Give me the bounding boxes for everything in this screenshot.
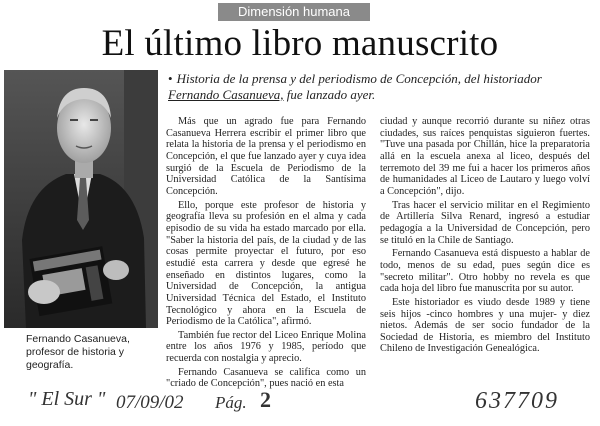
lead-bullet: • — [168, 71, 173, 86]
paragraph: Este historiador es viudo desde 1989 y tiene seis hijos -cinco hombres y una mujer- y diez nietos. Además de ser socio fundador de la Sociedad de Historia, es miembro del Instituto Chileno de Investigación Genealógica. — [380, 296, 590, 355]
paragraph: ciudad y aunque recorrió durante su niñez otras ciudades, sus raíces penquistas siguieron fuertes. "Tuve una pasada por Chillán, hice la preparatoria allá en la escuela anexa al liceo, después del terremoto del 39 me fui a hacer los primeros años de humanidades al Liceo de Lautaro y luego volví a Concepción", dijo. — [380, 116, 590, 197]
lead-paragraph — [168, 71, 586, 103]
lead-text-after: fue lanzado ayer. — [283, 87, 376, 102]
section-tag: Dimensión humana — [218, 3, 370, 21]
paragraph: Fernando Casanueva está dispuesto a hablar de todo, menos de su edad, pues según dice es "secreto militar". Otro hobby no revela es que cada hoja del libro fue manuscrita por su autor. — [380, 248, 590, 295]
lead-text-before: Historia de la prensa y del periodismo de Concepción, del historiador — [176, 71, 542, 86]
paragraph: Ello, porque este profesor de historia y geografía lleva su profesión en el alma y cada episodio de su vida ha estado marcado por ella. "Saber la historia del país, de la ciudad y de las cosas permite proyectar el futuro, por eso estudié esta carrera y desde que egresé he enseñado en distintos lugares, como la Universidad de Concepción, la antigua Universidad Técnica del Estado, el Instituto Tecnológico y ahora en la Escuela de Periodismo de la Católica", afirmó. — [166, 199, 366, 328]
article-column-1 — [166, 116, 366, 392]
article-column-2 — [380, 116, 590, 357]
paragraph: Más que un agrado fue para Fernando Casanueva Herrera escribir el primer libro que relata la historia de la prensa y el periodismo en Concepción, el que fue lanzado ayer y cuya idea surgió de la Escuela de Periodismo de la Universidad Católica de la Santísima Concepción. — [166, 116, 366, 197]
handwritten-page-number: 2 — [260, 387, 271, 412]
paragraph: También fue rector del Liceo Enrique Molina entre los años 1976 y 1985, período que recuerda con nostalgia y aprecio. — [166, 329, 366, 365]
paragraph: Fernando Casanueva se califica como un "criado de Concepción", pues nació en esta — [166, 366, 366, 390]
handwritten-page-label: Pág. — [215, 393, 247, 412]
lead-author: Fernando Casanueva, — [168, 87, 284, 102]
headline: El último libro manuscrito — [101, 23, 499, 64]
paragraph: Tras hacer el servicio militar en el Regimiento de Artillería Silva Renard, ingresó a estudiar pedagogía a la Universidad de Concepción, pero se tituló en la Chile de Santiago. — [380, 199, 590, 246]
handwritten-archive-code: 637709 — [475, 388, 559, 414]
portrait-photo — [4, 70, 158, 328]
photo-caption: Fernando Casanueva, profesor de historia y geografía. — [26, 333, 130, 371]
handwritten-source: " El Sur " — [28, 388, 106, 410]
handwritten-date: 07/09/02 — [116, 392, 184, 413]
